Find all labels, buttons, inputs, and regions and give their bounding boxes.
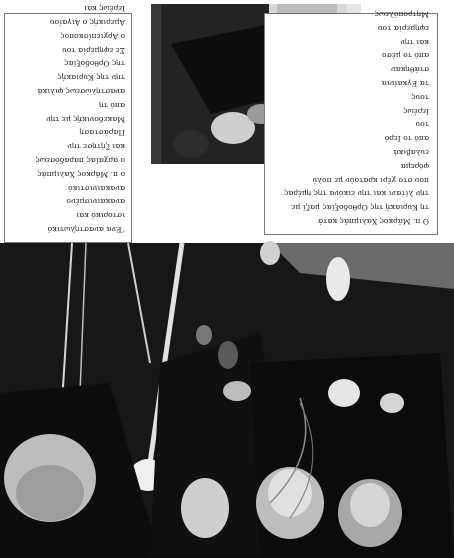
caption-left-line: ανακαινιστικό <box>68 183 125 193</box>
caption-left-line: την της Κυριακής <box>57 73 125 83</box>
caption-right-line: την λίτανι και την εικόνα της ημέρας <box>283 189 429 199</box>
caption-left-line: Σε εφημερία του <box>62 45 125 55</box>
caption-right-line: τα Εγκαίνια <box>381 79 429 89</box>
caption-right-line: Μητροπόλεως <box>374 10 429 20</box>
caption-right-line: από το μέσο <box>382 51 429 61</box>
caption-right-line: του <box>415 120 429 130</box>
caption-left-line: από τη <box>99 100 125 110</box>
caption-right-line: που στο χέρι κρατούν με πολύ <box>312 175 429 185</box>
caption-left-line: της Ορθοδοξίας <box>64 59 125 69</box>
caption-right-line: και την <box>400 37 429 47</box>
caption-right-line: στάθηκαν <box>390 65 429 75</box>
caption-left-line: και ζήτησε την <box>67 142 125 152</box>
caption-left-line: αναστηλώσεως φιλικά <box>37 87 125 97</box>
caption-left-line: ο Αρχιεπίσκοπος <box>60 31 125 41</box>
caption-left-line: Μακεδονικής με την <box>46 114 125 124</box>
caption-left-line: ιστορικό και <box>76 211 125 221</box>
caption-left-line: ο π. Μάρκος Χαλιμπάς <box>37 169 125 179</box>
caption-right-line: εφημερία του <box>377 23 429 33</box>
caption-left <box>4 4 132 243</box>
caption-right-line: τους <box>411 92 429 102</box>
caption-right-line: Ο π. Μάρκος Χαλιμπάς κατά <box>317 217 429 226</box>
caption-left-line: Ιερέως και <box>83 4 125 14</box>
caption-right-line: φόρεμα <box>400 161 429 171</box>
caption-right <box>264 10 438 235</box>
caption-right-line: από το Ιερό <box>384 134 429 144</box>
caption-left-line: 'Ένα αναστηλωτικό <box>47 225 125 234</box>
caption-left-line: Αμερικής ο Αιγαίου <box>49 18 125 28</box>
caption-right-line: Ιερέως <box>403 106 429 116</box>
caption-left-line: Παράσταση <box>79 128 125 138</box>
caption-left-line: ο αρχαίας παραδόσεως <box>35 156 125 166</box>
caption-right-line: ευλαβικά <box>393 148 429 158</box>
caption-right-line: τη Κυριακή της Ορθοδοξίας μαζί με <box>291 203 429 213</box>
photo-bottom <box>0 243 454 558</box>
photo-bottom-image <box>0 243 454 558</box>
caption-left-line: ανακαινισμένο <box>66 197 125 207</box>
